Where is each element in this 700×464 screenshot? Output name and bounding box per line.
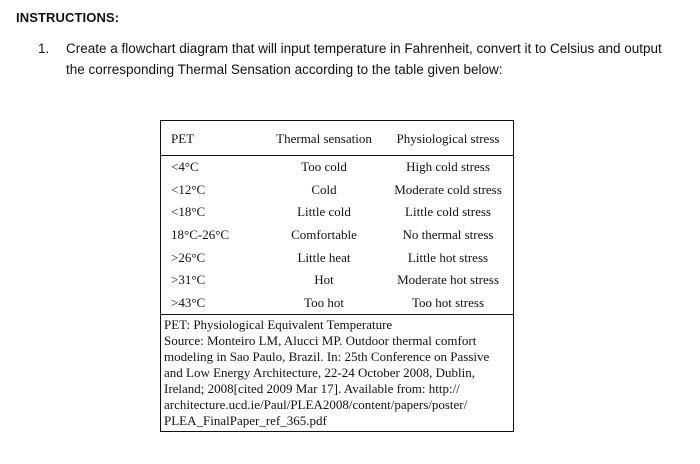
note-line: PET: Physiological Equivalent Temperature — [164, 317, 393, 333]
cell-pet: 18°C-26°C — [171, 227, 230, 243]
cell-physiological: Moderate cold stress — [394, 181, 502, 197]
cell-pet: <12°C — [171, 181, 206, 197]
cell-sensation: Hot — [314, 272, 334, 288]
table-row — [161, 156, 513, 179]
cell-pet: >31°C — [171, 272, 206, 288]
instructions-heading: INSTRUCTIONS: — [16, 10, 120, 25]
cell-sensation: Little cold — [297, 204, 351, 220]
note-line: architecture.ucd.ie/Paul/PLEA2008/content/papers/poster/ — [164, 397, 468, 413]
table-row — [161, 246, 513, 269]
cell-pet: >43°C — [171, 294, 206, 310]
cell-sensation: Cold — [311, 181, 337, 197]
cell-physiological: Too hot stress — [411, 294, 485, 310]
note-line: PLEA_FinalPaper_ref_365.pdf — [164, 413, 327, 429]
cell-physiological: High cold stress — [406, 159, 490, 175]
cell-pet: >26°C — [171, 249, 206, 265]
cell-physiological: Little hot stress — [407, 249, 489, 265]
cell-sensation: Comfortable — [291, 227, 357, 243]
cell-pet: <4°C — [171, 159, 199, 175]
cell-sensation: Little heat — [297, 249, 351, 265]
note-line: and Low Energy Architecture, 22-24 October 2008, Dublin, — [164, 365, 475, 381]
table-row — [161, 201, 513, 224]
header-physiological-stress: Physiological stress — [383, 121, 513, 156]
note-line: Source: Monteiro LM, Alucci MP. Outdoor thermal comfort — [164, 333, 477, 349]
table-row — [161, 269, 513, 292]
table-row — [161, 224, 513, 247]
table-row — [161, 179, 513, 202]
cell-physiological: No thermal stress — [402, 227, 494, 243]
note-line: modeling in Sao Paulo, Brazil. In: 25th Conference on Passive — [164, 349, 490, 365]
stress-table — [161, 121, 513, 314]
table-header-row — [161, 121, 513, 156]
item-number: 1. — [38, 41, 50, 56]
header-thermal-sensation: Thermal sensation — [265, 121, 383, 156]
cell-physiological: Moderate hot stress — [397, 272, 499, 288]
table-row — [161, 292, 513, 315]
header-pet: PET — [161, 121, 265, 156]
cell-physiological: Little cold stress — [405, 204, 491, 220]
cell-sensation: Too hot — [304, 294, 344, 310]
cell-sensation: Too cold — [301, 159, 347, 175]
cell-pet: <18°C — [171, 204, 206, 220]
thermal-stress-table — [160, 120, 514, 432]
item-text: Create a flowchart diagram that will input temperature in Fahrenheit, convert it to Celsius and output the corresponding Thermal Sensation according to the table given below: — [66, 41, 662, 77]
table-notes — [161, 314, 513, 431]
note-line: Ireland; 2008[cited 2009 Mar 17]. Available from: http:// — [164, 381, 460, 397]
